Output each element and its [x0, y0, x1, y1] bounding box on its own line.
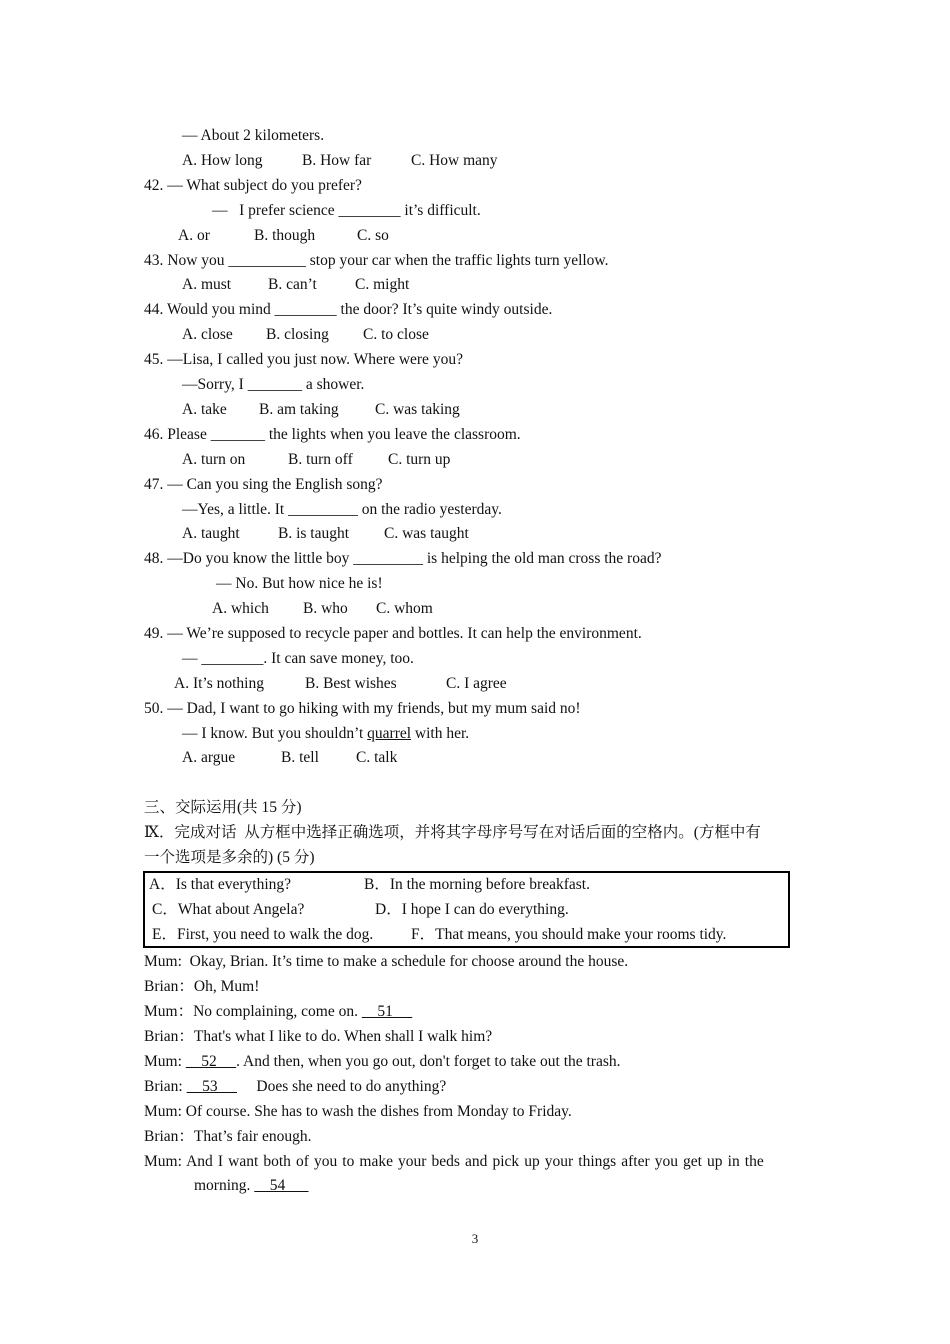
q42-option-a: A. or	[178, 227, 210, 244]
q50-answer-pre: — I know. But you shouldn’t	[182, 725, 368, 742]
dialogue-line-9: Mum: And I want both of you to make your beds and pick up your things after you get up in the	[144, 1153, 764, 1170]
dialogue-line-5	[144, 1052, 621, 1072]
box-option-e: E．First, you need to walk the dog.	[152, 926, 374, 943]
dialogue-line-5-speaker: Mum:	[144, 1053, 186, 1070]
q49-question: 49. — We’re supposed to recycle paper and bottles. It can help the environment.	[144, 625, 642, 642]
q50-option-c: C. talk	[356, 749, 398, 766]
q49-option-c: C. I agree	[446, 675, 507, 692]
dialogue-line-6	[144, 1077, 446, 1097]
q42-answer: — I prefer science ________ it’s difficult.	[212, 202, 481, 219]
blank-53: 53	[186, 1078, 237, 1095]
dialogue-line-3-text: Mum：No complaining, come on.	[144, 1003, 362, 1020]
box-option-b: B．In the morning before breakfast.	[364, 876, 590, 893]
dialogue-line-4: Brian：That's what I like to do. When shall I walk him?	[144, 1028, 493, 1045]
section-instruction-line2: 一个选项是多余的) (5 分)	[144, 849, 315, 866]
blank-51: 51	[361, 1003, 413, 1020]
q48-answer: — No. But how nice he is!	[216, 575, 383, 592]
q41-option-c: C. How many	[411, 152, 498, 169]
q50-option-b: B. tell	[281, 749, 319, 766]
q41-option-b: B. How far	[302, 152, 372, 169]
q50-underlined-word: quarrel	[367, 725, 412, 742]
box-option-c: C．What about Angela?	[152, 901, 305, 918]
q44-option-b: B. closing	[266, 326, 329, 343]
q48-option-a: A. which	[212, 600, 269, 617]
q47-option-b: B. is taught	[278, 525, 350, 542]
q50-option-a: A. argue	[182, 749, 236, 766]
q48-option-b: B. who	[303, 600, 348, 617]
q46-option-a: A. turn on	[182, 451, 246, 468]
q44-option-c: C. to close	[363, 326, 429, 343]
q50-answer-post: with her.	[411, 725, 470, 742]
dialogue-line-1: Mum: Okay, Brian. It’s time to make a schedule for choose around the house.	[144, 953, 629, 970]
q42-option-b: B. though	[254, 227, 316, 244]
box-option-a: A．Is that everything?	[149, 876, 292, 893]
blank-54: 54	[254, 1177, 309, 1194]
dialogue-line-10-text: morning.	[194, 1177, 255, 1194]
section-heading: 三、交际运用(共 15 分)	[144, 799, 302, 816]
q47-question: 47. — Can you sing the English song?	[144, 476, 383, 493]
q42-option-c: C. so	[357, 227, 389, 244]
q47-option-a: A. taught	[182, 525, 240, 542]
q47-answer: —Yes, a little. It _________ on the radio yesterday.	[182, 501, 502, 518]
dialogue-line-6-text: Does she need to do anything?	[237, 1078, 447, 1095]
q45-option-b: B. am taking	[259, 401, 339, 418]
dialogue-line-7: Mum: Of course. She has to wash the dishes from Monday to Friday.	[144, 1103, 572, 1120]
box-option-d: D．I hope I can do everything.	[375, 901, 569, 918]
box-option-f: F．That means, you should make your rooms tidy.	[411, 926, 727, 943]
q41-option-a: A. How long	[182, 152, 263, 169]
q47-option-c: C. was taught	[384, 525, 469, 542]
q46-question: 46. Please _______ the lights when you leave the classroom.	[144, 426, 521, 443]
q43-option-a: A. must	[182, 276, 232, 293]
q46-option-b: B. turn off	[288, 451, 353, 468]
page-number: 3	[471, 1231, 479, 1246]
q49-answer: — ________. It can save money, too.	[182, 650, 414, 667]
dialogue-line-2: Brian：Oh, Mum!	[144, 978, 260, 995]
q45-answer: —Sorry, I _______ a shower.	[182, 376, 365, 393]
q43-option-b: B. can’t	[268, 276, 317, 293]
q41-answer: — About 2 kilometers.	[182, 127, 325, 144]
q48-option-c: C. whom	[376, 600, 433, 617]
q50-question: 50. — Dad, I want to go hiking with my friends, but my mum said no!	[144, 700, 581, 717]
q44-option-a: A. close	[182, 326, 233, 343]
section-instruction-line1: Ⅸ．完成对话 从方框中选择正确选项，并将其字母序号写在对话后面的空格内。(方框中有	[144, 824, 761, 841]
q42-question: 42. — What subject do you prefer?	[144, 177, 362, 194]
dialogue-line-5-text: . And then, when you go out, don't forget to take out the trash.	[236, 1053, 621, 1070]
blank-52: 52	[185, 1053, 237, 1070]
q45-option-c: C. was taking	[375, 401, 460, 418]
q45-question: 45. —Lisa, I called you just now. Where were you?	[144, 351, 463, 368]
dialogue-line-8: Brian：That’s fair enough.	[144, 1128, 312, 1145]
dialogue-line-10	[194, 1176, 309, 1196]
dialogue-line-6-speaker: Brian:	[144, 1078, 187, 1095]
q43-question: 43. Now you __________ stop your car when the traffic lights turn yellow.	[144, 252, 609, 269]
q43-option-c: C. might	[355, 276, 410, 293]
q44-question: 44. Would you mind ________ the door? It’s quite windy outside.	[144, 301, 553, 318]
dialogue-line-3	[144, 1002, 412, 1022]
q49-option-b: B. Best wishes	[305, 675, 397, 692]
q46-option-c: C. turn up	[388, 451, 451, 468]
q45-option-a: A. take	[182, 401, 227, 418]
q49-option-a: A. It’s nothing	[174, 675, 264, 692]
q48-question: 48. —Do you know the little boy _________ is helping the old man cross the road?	[144, 550, 662, 567]
q50-answer	[182, 724, 469, 744]
